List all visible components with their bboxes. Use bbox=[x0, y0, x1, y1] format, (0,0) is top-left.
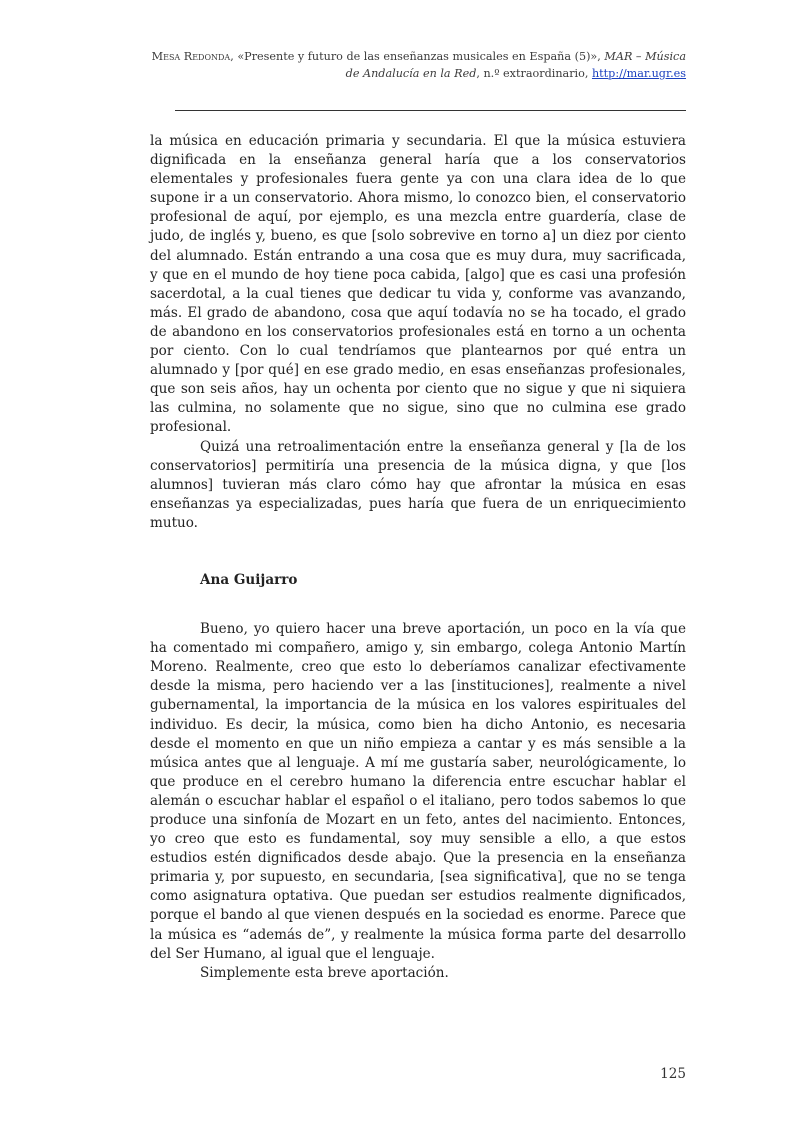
main-text bbox=[150, 132, 686, 983]
header-journal: MAR – Música de Andalucía en la Red bbox=[345, 50, 686, 80]
speaker-heading: Ana Guijarro bbox=[200, 571, 298, 588]
paragraph: Simplemente esta breve aportación. bbox=[200, 964, 449, 981]
header-citation: , «Presente y futuro de las enseñanzas musicales en España (5)», bbox=[230, 50, 605, 63]
header-rule bbox=[175, 110, 686, 111]
header-author: Mesa Redonda bbox=[151, 50, 231, 63]
paragraph: Quizá una retroalimentación entre la enseñanza general y [la de los conservatorios] permitiría una presencia de la música digna, y que [los alumnos] tuvieran más claro cómo hay que afrontar la música en esas enseñanzas ya especializadas, pues haría que fuera de un enriquecimiento mutuo. bbox=[150, 438, 686, 531]
paragraph: la música en educación primaria y secundaria. El que la música estuviera dignificada en la enseñanza general haría que a los conservatorios elementales y profesionales fuera gente ya con una clara idea de lo que supone ir a un conservatorio. Ahora mismo, lo conozco bien, el conservatorio profesional de aquí, por ejemplo, es una mezcla entre guardería, clase de judo, de inglés y, bueno, es que [solo sobrevive en torno a] un diez por ciento del alumnado. Están entrando a una cosa que es muy dura, muy sacrificada, y que en el mundo de hoy tiene poca cabida, [algo] que es casi una profesión sacerdotal, a la cual tienes que dedicar tu vida y, conforme vas avanzando, más. El grado de abandono, cosa que aquí todavía no se ha tocado, el grado de abandono en los conservatorios profesionales está en torno a un ochenta por ciento. Con lo cual tendríamos que plantearnos por qué entra un alumnado y [por qué] en ese grado medio, en esas enseñanzas profesionales, que son seis años, hay un ochenta por ciento que no sigue y que ni siquiera las culmina, no solamente que no sigue, sino que no culmina ese grado profesional. bbox=[150, 133, 686, 436]
running-header bbox=[150, 48, 686, 82]
paragraph: Bueno, yo quiero hacer una breve aportación, un poco en la vía que ha comentado mi compañero, amigo y, sin embargo, colega Antonio Martín Moreno. Realmente, creo que esto lo deberíamos canalizar efectivamente desde la misma, pero haciendo ver a las [instituciones], realmente a nivel gubernamental, la importancia de la música en los valores espirituales del individuo. Es decir, la música, como bien ha dicho Antonio, es necesaria desde el momento en que un niño empieza a cantar y es más sensible a la música antes que al lenguaje. A mí me gustaría saber, neurológicamente, lo que produce en el cerebro humano la diferencia entre escuchar hablar el alemán o escuchar hablar el español o el italiano, pero todos sabemos lo que produce una sinfonía de Mozart en un feto, antes del nacimiento. Entonces, yo creo que esto es fundamental, soy muy sensible a ello, a que estos estudios estén dignificados desde abajo. Que la presencia en la enseñanza primaria y, por supuesto, en secundaria, [sea significativa], que no se tenga como asignatura optativa. Que puedan ser estudios realmente dignificados, porque el bando al que vienen después en la sociedad es enorme. Parece que la música es “además de”, y realmente la música forma parte del desarrollo del Ser Humano, al igual que el lenguaje. bbox=[150, 621, 686, 962]
header-issue: , n.º extraordinario, bbox=[476, 67, 592, 80]
page-number: 125 bbox=[660, 1066, 686, 1082]
header-url-link[interactable]: http://mar.ugr.es bbox=[591, 67, 686, 80]
